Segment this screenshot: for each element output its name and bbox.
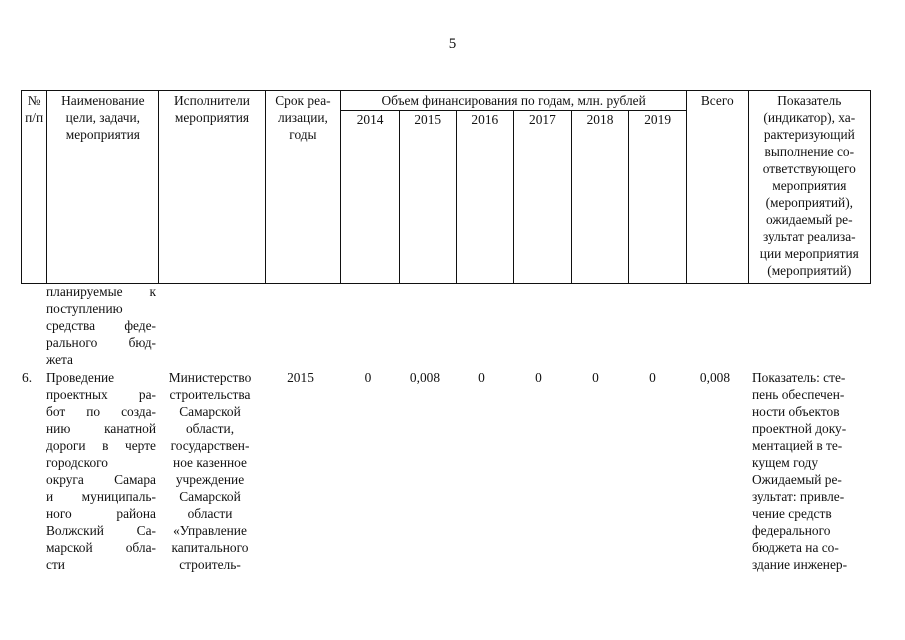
header-text: мероприятия [174, 110, 250, 125]
text-line: ного района [46, 506, 156, 521]
header-text: (мероприятий), [765, 195, 854, 210]
text-line: учреждение [175, 472, 245, 487]
header-financing: Объем финансирования по годам, млн. рублей [341, 91, 687, 111]
header-text: мероприятия [65, 127, 140, 142]
text-line: дороги в черте [46, 438, 156, 453]
text-line: Показатель: сте- [752, 370, 846, 385]
text-line: кущем году [752, 455, 819, 470]
text-line: ментацией в те- [752, 438, 843, 453]
header-text: Показатель [777, 93, 842, 108]
text-line: городского [46, 455, 108, 470]
header-year: 2019 [629, 111, 687, 284]
text-line: средства феде- [46, 318, 156, 333]
row6-value-2015: 0,008 [409, 370, 441, 385]
header-year: 2018 [571, 111, 629, 284]
header-text: годы [289, 127, 317, 142]
row6-indicator [752, 369, 872, 573]
text-line: строительства [169, 387, 251, 402]
text-line: строитель- [179, 557, 241, 572]
header-text: рактеризующий [763, 127, 855, 142]
text-line: ности объектов [752, 404, 840, 419]
header-text: мероприятия [772, 178, 847, 193]
text-line: поступлению [46, 301, 123, 316]
row6-value-2019: 0 [649, 370, 656, 385]
row6-value-2017: 0 [535, 370, 542, 385]
text-line: федерального [752, 523, 831, 538]
text-line: нию канатной [46, 421, 156, 436]
header-text: выполнение со- [764, 144, 855, 159]
continuation-text [46, 283, 156, 368]
text-line: области [187, 506, 233, 521]
header-text: п/п [25, 110, 44, 125]
row6-total: 0,008 [699, 370, 731, 385]
text-line: пень обеспечен- [752, 387, 845, 402]
row6-name [46, 369, 156, 573]
text-line: округа Самара [46, 472, 156, 487]
header-year: 2016 [456, 111, 514, 284]
text-line: жета [46, 352, 73, 367]
header-year: 2014 [341, 111, 400, 284]
header-text: Исполнители [173, 93, 250, 108]
text-line: области, [185, 421, 235, 436]
header-year: 2017 [514, 111, 572, 284]
header-total: Всего [686, 91, 748, 284]
row6-executors [158, 369, 262, 573]
text-line: чение средств [752, 506, 832, 521]
text-line: государствен- [170, 438, 250, 453]
text-line: ное казенное [173, 455, 247, 470]
text-line: планируемые к [46, 284, 156, 299]
header-text: ции мероприятия [759, 246, 859, 261]
text-line: проектных ра- [46, 387, 156, 402]
text-line: и муниципаль- [46, 489, 156, 504]
page-number: 5 [448, 36, 457, 52]
row6-value-2018: 0 [592, 370, 599, 385]
text-line: здание инженер- [752, 557, 848, 572]
header-text: Срок реа- [275, 93, 331, 108]
text-line: Самарской [179, 489, 241, 504]
header-text: ожидаемый ре- [766, 212, 853, 227]
header-text: (индикатор), ха- [763, 110, 856, 125]
row6-value-2014: 0 [364, 370, 372, 385]
row6-term: 2015 [287, 370, 314, 385]
text-line: зультат: привле- [752, 489, 845, 504]
text-line: сти [46, 557, 65, 572]
text-line: Самарской [179, 404, 241, 419]
text-line: Ожидаемый ре- [752, 472, 842, 487]
header-text: ответствующего [762, 161, 856, 176]
text-line: бот по созда- [46, 404, 156, 419]
text-line: Волжский Са- [46, 523, 156, 538]
row6-num: 6. [22, 370, 33, 385]
text-line: проектной доку- [752, 421, 847, 436]
text-line: Проведение [46, 370, 115, 385]
header-text: № [27, 93, 41, 108]
text-line: рального бюд- [46, 335, 156, 350]
header-text: зультат реализа- [763, 229, 856, 244]
text-line: бюджета на со- [752, 540, 839, 555]
text-line: Министерство [168, 370, 252, 385]
text-line: марской обла- [46, 540, 156, 555]
header-text: цели, задачи, [65, 110, 141, 125]
header-year: 2015 [399, 111, 456, 284]
header-text: лизации, [277, 110, 328, 125]
header-text: Наименование [61, 93, 145, 108]
header-text: (мероприятий) [767, 263, 852, 278]
text-line: «Управление [173, 523, 247, 538]
text-line: капитального [171, 540, 249, 555]
row6-value-2016: 0 [478, 370, 485, 385]
